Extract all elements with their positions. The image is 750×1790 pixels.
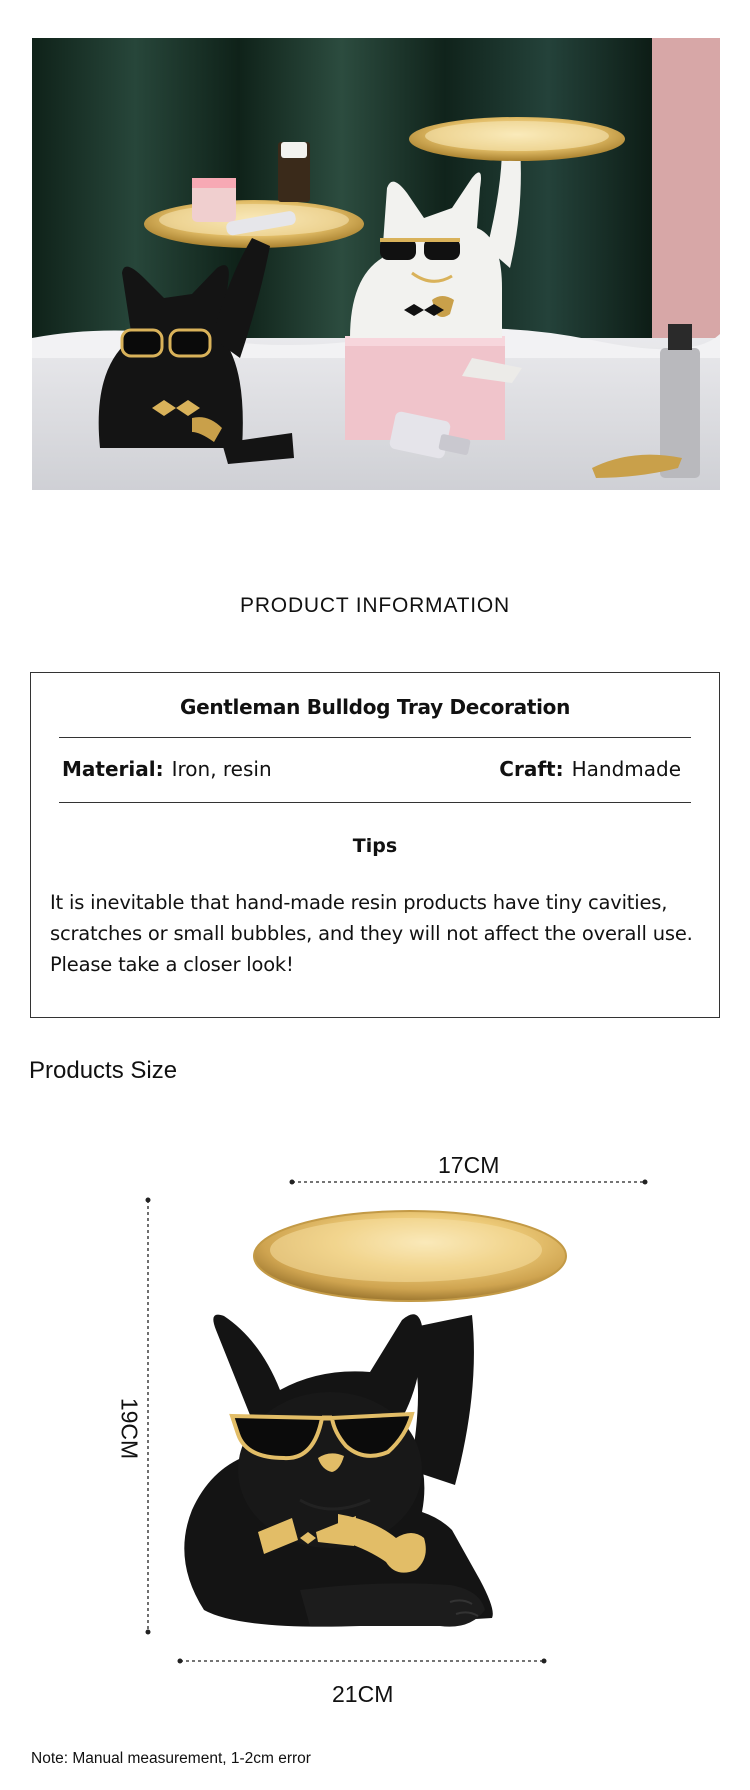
material-label: Material: [62, 757, 164, 781]
product-photo-illustration [32, 38, 720, 490]
dimension-top-label: 17CM [438, 1152, 500, 1178]
section-title: PRODUCT INFORMATION [240, 594, 510, 617]
dimension-bottom-label: 21CM [332, 1681, 394, 1707]
dimension-side-label: 19CM [116, 1397, 143, 1460]
measurement-note: Note: Manual measurement, 1-2cm error [31, 1750, 311, 1767]
tips-body: It is inevitable that hand-made resin products have tiny cavities, scratches or small bubbles, and they will not affect the overall use. Please take a closer look! [50, 891, 693, 976]
divider [59, 737, 691, 738]
material-spec [62, 757, 272, 781]
size-diagram [100, 1140, 700, 1707]
craft-label: Craft: [499, 757, 564, 781]
divider [59, 802, 691, 803]
size-title: Products Size [29, 1057, 178, 1084]
craft-spec [499, 757, 681, 781]
tips-title: Tips [352, 835, 398, 857]
size-diagram-illustration [100, 1140, 700, 1700]
material-value: Iron, resin [171, 757, 272, 781]
product-photo [32, 38, 720, 490]
product-name: Gentleman Bulldog Tray Decoration [179, 695, 571, 719]
craft-value: Handmade [571, 757, 681, 781]
product-info-box [30, 672, 720, 1018]
